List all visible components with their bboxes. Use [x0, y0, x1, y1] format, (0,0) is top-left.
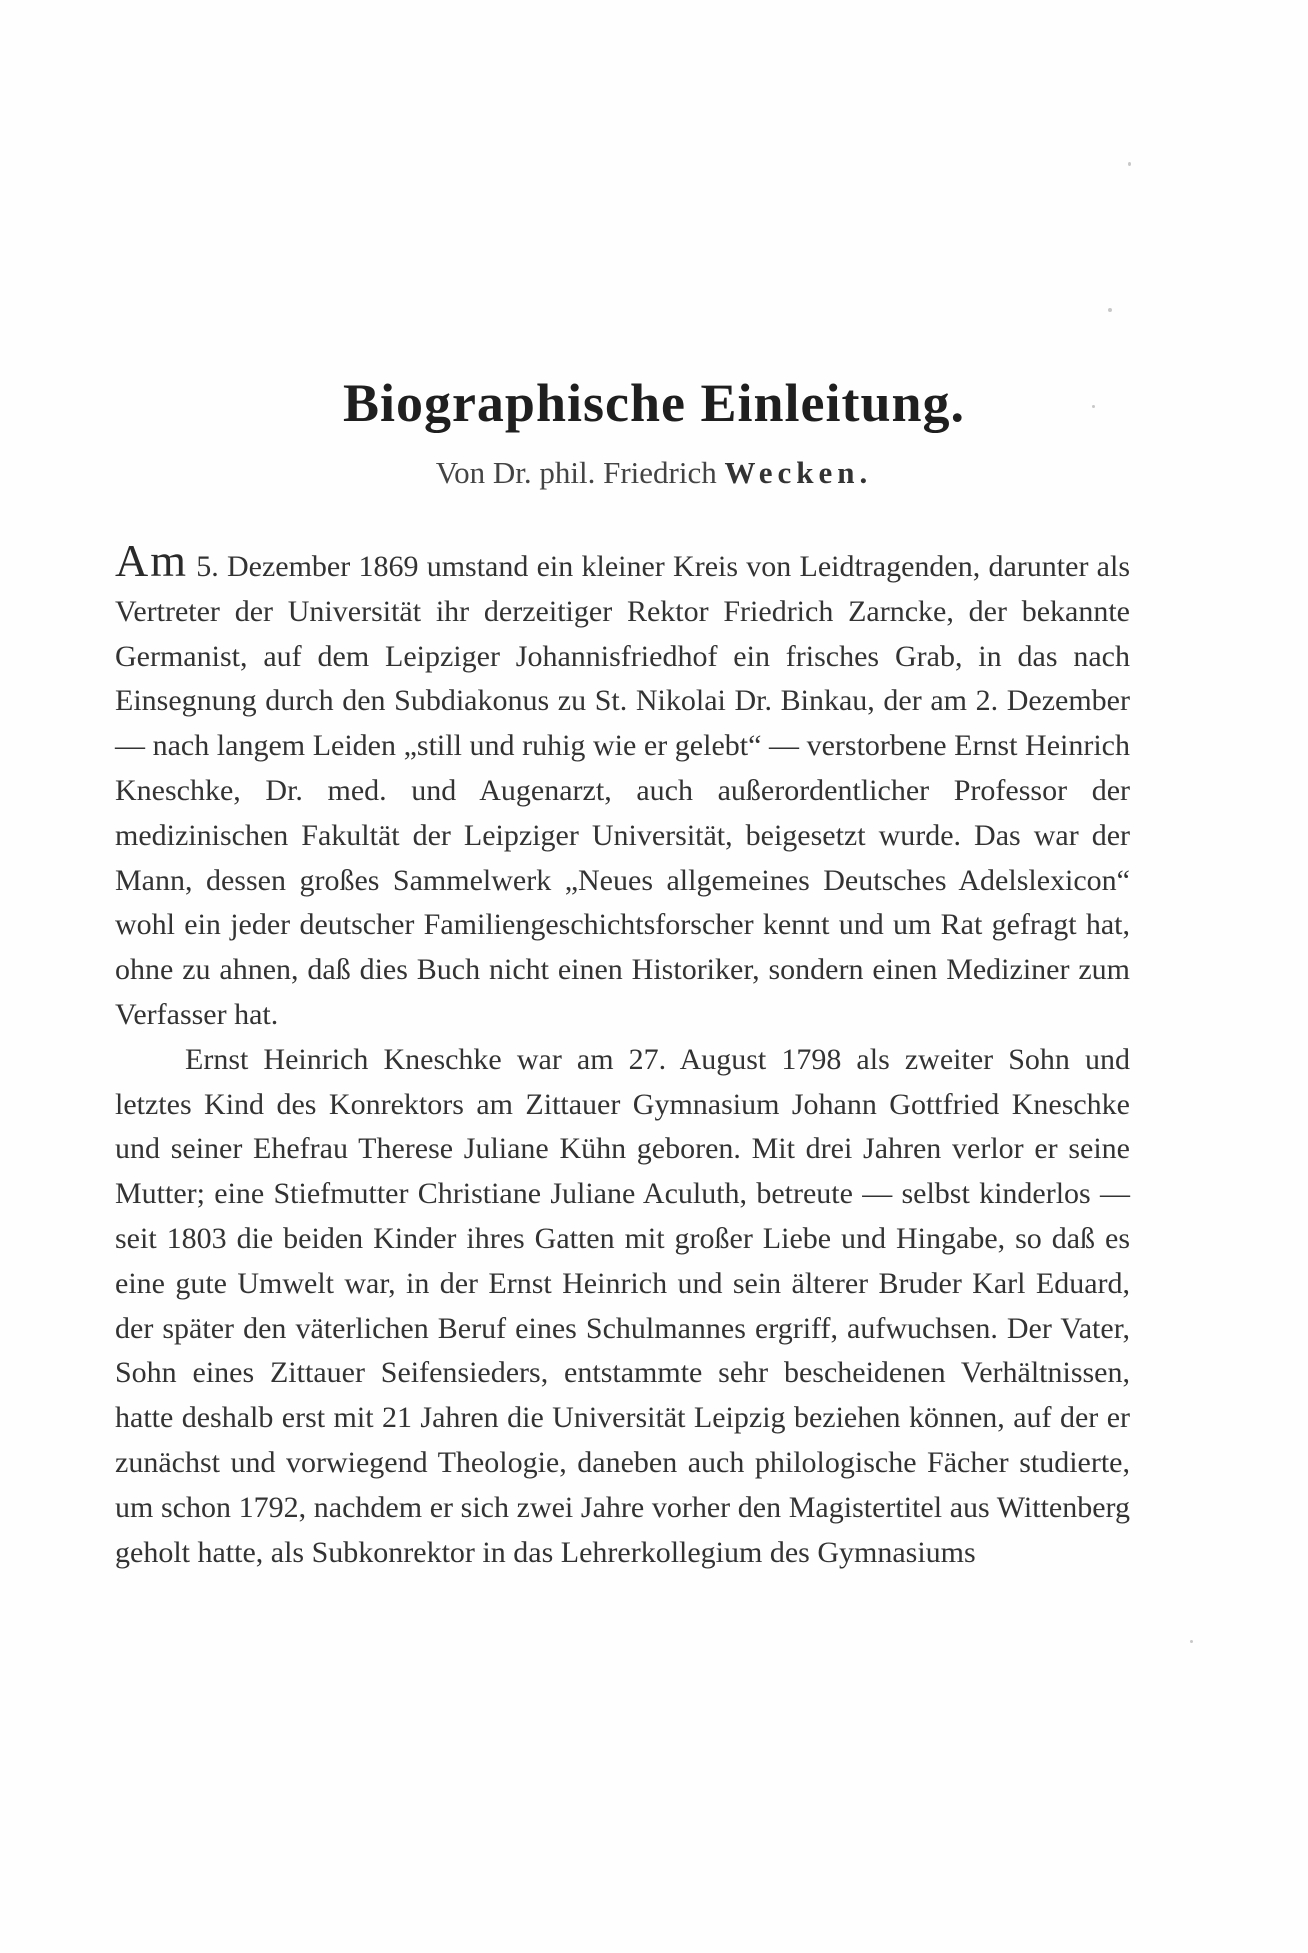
paper-speck — [1190, 1640, 1193, 1643]
paper-speck — [1128, 162, 1131, 166]
byline-prefix: Von Dr. phil. Friedrich — [435, 455, 717, 490]
paragraph-1-text: 5. Dezember 1869 umstand ein kleiner Kreis von Leidtragenden, darunter als Vertreter der Universität ihr derzeitiger Rektor Friedrich Zarncke, der bekannte Germanist, auf dem Leipziger Johannisfriedhof ein frisches Grab, in das nach Einsegnung durch den Subdiakonus zu St. Nikolai Dr. Binkau, der am 2. Dezember — nach langem Leiden „still und ruhig wie er gelebt“ — verstorbene Ernst Heinrich Kneschke, Dr. med. und Augenarzt, auch außerordentlicher Professor der medizinischen Fakultät der Leipziger Universität, beigesetzt wurde. Das war der Mann, dessen großes Sammelwerk „Neues allgemeines Deutsches Adelslexicon“ wohl ein jeder deutscher Familiengeschichtsforscher kennt und um Rat gefragt hat, ohne zu ahnen, daß dies Buch nicht einen Historiker, sondern einen Mediziner zum Verfasser hat. — [115, 550, 1130, 1031]
paper-speck — [1108, 308, 1112, 312]
body-text — [115, 535, 1130, 1575]
paragraph-2-text: Ernst Heinrich Kneschke war am 27. August 1798 als zweiter Sohn und letztes Kind des Konrektors am Zittauer Gymnasium Johann Gottfried Kneschke und seiner Ehefrau Therese Juliane Kühn geboren. Mit drei Jahren verlor er seine Mutter; eine Stiefmutter Christiane Juliane Aculuth, betreute — selbst kinderlos — seit 1803 die beiden Kinder ihres Gatten mit großer Liebe und Hingabe, so daß es eine gute Umwelt war, in der Ernst Heinrich und sein älterer Bruder Karl Eduard, der später den väterlichen Beruf eines Schulmannes ergriff, aufwuchsen. Der Vater, Sohn eines Zittauer Seifensieders, entstammte sehr bescheidenen Verhältnissen, hatte deshalb erst mit 21 Jahren die Universität Leipzig beziehen können, auf der er zunächst und vorwiegend Theologie, daneben auch philologische Fächer studierte, um schon 1792, nachdem er sich zwei Jahre vorher den Magistertitel aus Wittenberg geholt hatte, als Subkonrektor in das Lehrerkollegium des Gymnasiums — [115, 1042, 1130, 1569]
author-surname: Wecken. — [724, 455, 873, 490]
author-byline — [0, 455, 1308, 491]
drop-cap-initial: Am — [115, 535, 188, 586]
paragraph-1 — [115, 535, 1130, 1038]
paragraph-2 — [115, 1038, 1130, 1576]
page-title: Biographische Einleitung. — [342, 373, 966, 433]
